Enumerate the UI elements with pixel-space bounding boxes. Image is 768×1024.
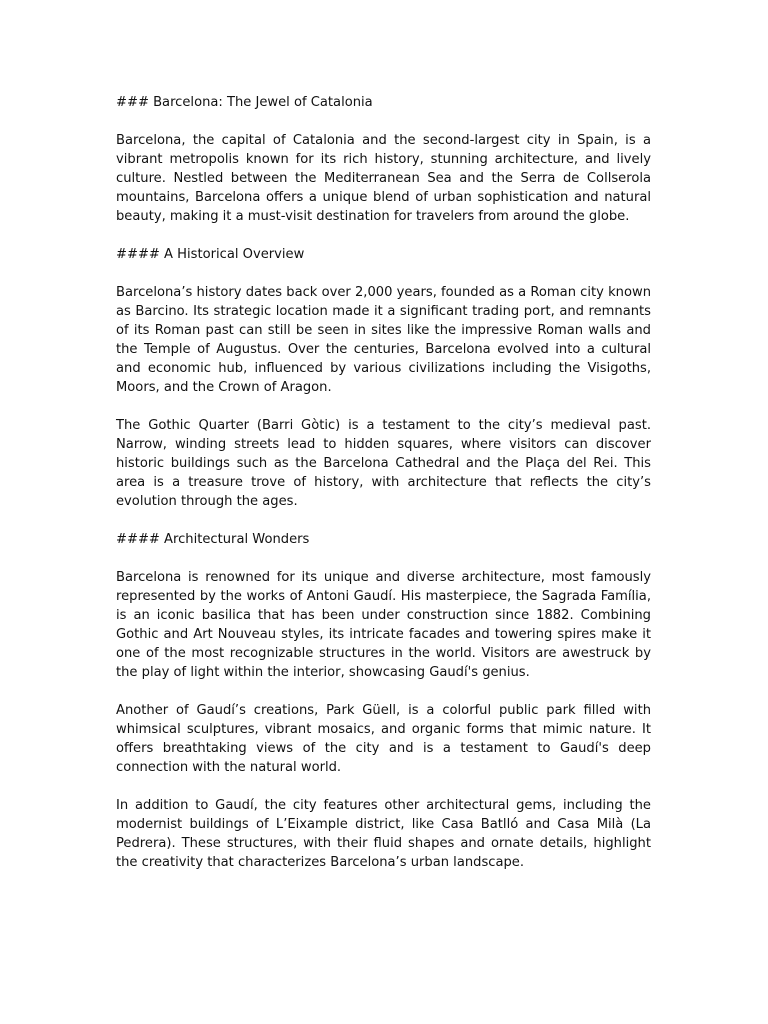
history-paragraph-2: The Gothic Quarter (Barri Gòtic) is a testament to the city’s medieval past. Narrow, winding streets lead to hidden squares, where visitors can discover historic buildings such as the Barcelona Cathedral and the Plaça del Rei. This area is a treasure trove of history, with architecture that reflects the city’s evolution through the ages. <box>116 418 651 509</box>
architecture-paragraph-1: Barcelona is renowned for its unique and diverse architecture, most famously represented by the works of Antoni Gaudí. His masterpiece, the Sagrada Família, is an iconic basilica that has been under construction since 1882. Combining Gothic and Art Nouveau styles, its intricate facades and towering spires make it one of the most recognizable structures in the world. Visitors are awestruck by the play of light within the interior, showcasing Gaudí's genius. <box>116 570 651 680</box>
document-page <box>116 93 651 891</box>
history-heading: #### A Historical Overview <box>116 247 305 262</box>
architecture-paragraph-3: In addition to Gaudí, the city features other architectural gems, including the modernist buildings of L’Eixample district, like Casa Batlló and Casa Milà (La Pedrera). These structures, with their fluid shapes and ornate details, highlight the creativity that characterizes Barcelona’s urban landscape. <box>116 798 651 870</box>
document-title: ### Barcelona: The Jewel of Catalonia <box>116 95 373 110</box>
architecture-heading: #### Architectural Wonders <box>116 532 310 547</box>
intro-paragraph: Barcelona, the capital of Catalonia and the second-largest city in Spain, is a vibrant metropolis known for its rich history, stunning architecture, and lively culture. Nestled between the Mediterranean Sea and the Serra de Collserola mountains, Barcelona offers a unique blend of urban sophistication and natural beauty, making it a must-visit destination for travelers from around the globe. <box>116 133 651 224</box>
history-paragraph-1: Barcelona’s history dates back over 2,000 years, founded as a Roman city known as Barcino. Its strategic location made it a significant trading port, and remnants of its Roman past can still be seen in sites like the impressive Roman walls and the Temple of Augustus. Over the centuries, Barcelona evolved into a cultural and economic hub, influenced by various civilizations including the Visigoths, Moors, and the Crown of Aragon. <box>116 285 651 395</box>
architecture-paragraph-2: Another of Gaudí’s creations, Park Güell, is a colorful public park filled with whimsical sculptures, vibrant mosaics, and organic forms that mimic nature. It offers breathtaking views of the city and is a testament to Gaudí's deep connection with the natural world. <box>116 703 651 775</box>
